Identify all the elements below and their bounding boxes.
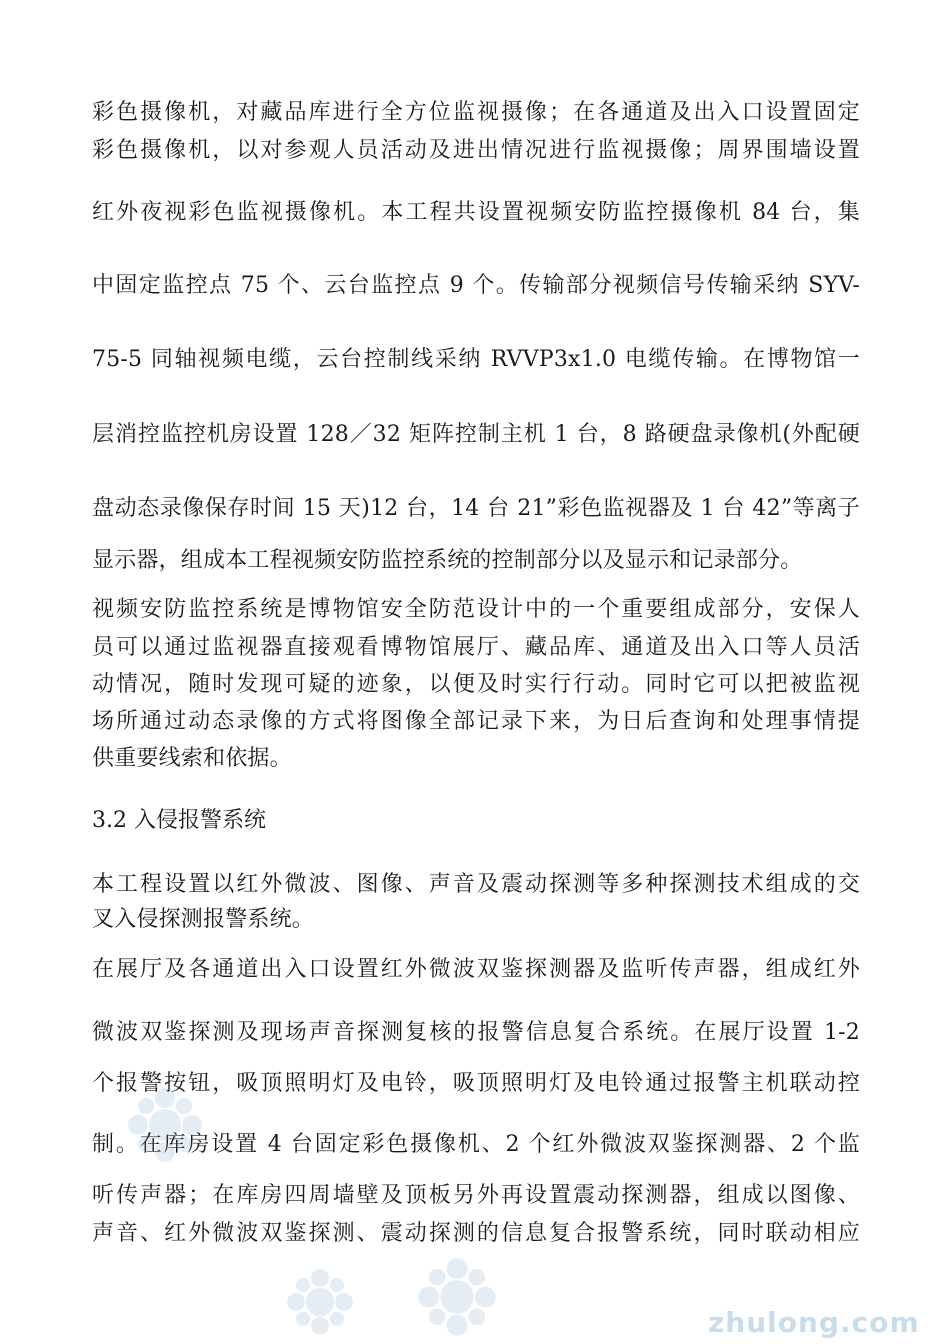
- text-line: 制。在库房设置 4 台固定彩色摄像机、2 个红外微波双鉴探测器、2 个监: [92, 1132, 860, 1157]
- watermark-snowflake-icon: [410, 1250, 504, 1344]
- text-line: 声音、红外微波双鉴探测、震动探测的信息复合报警系统，同时联动相应: [92, 1221, 860, 1246]
- text-line: 动情况，随时发现可疑的迹象，以便及时实行行动。同时它可以把被监视: [92, 672, 860, 697]
- text-line: 显示器，组成本工程视频安防监控系统的控制部分以及显示和记录部分。: [92, 548, 803, 573]
- text-line: 本工程设置以红外微波、图像、声音及震动探测等多种探测技术组成的交: [92, 872, 860, 897]
- text-line: 供重要线索和依据。: [92, 746, 292, 771]
- text-line: 叉入侵探测报警系统。: [92, 907, 315, 932]
- text-line: 个报警按钮，吸顶照明灯及电铃，吸顶照明灯及电铃通过报警主机联动控: [92, 1071, 860, 1096]
- text-line: 中固定监控点 75 个、云台监控点 9 个。传输部分视频信号传输采纳 SYV-: [92, 273, 860, 298]
- section-heading: 3.2 入侵报警系统: [92, 808, 266, 833]
- text-line: 员可以通过监视器直接观看博物馆展厅、藏品库、通道及出入口等人员活: [92, 635, 860, 660]
- watermark-snowflake-icon: [280, 1262, 360, 1342]
- text-line: 彩色摄像机，对藏品库进行全方位监视摄像；在各通道及出入口设置固定: [92, 100, 860, 125]
- text-line: 听传声器；在库房四周墙壁及顶板另外再设置震动探测器，组成以图像、: [92, 1183, 860, 1208]
- watermark-logo-text: zhulong.com: [708, 1306, 920, 1339]
- text-line: 视频安防监控系统是博物馆安全防范设计中的一个重要组成部分，安保人: [92, 597, 860, 622]
- text-line: 在展厅及各通道出入口设置红外微波双鉴探测器及监听传声器，组成红外: [92, 957, 860, 982]
- text-line: 盘动态录像保存时间 15 天)12 台，14 台 21”彩色监视器及 1 台 42”等离子: [92, 496, 860, 521]
- watermark-snowflake-icon: [120, 1080, 210, 1170]
- text-line: 层消控监控机房设置 128／32 矩阵控制主机 1 台，8 路硬盘录像机(外配硬: [92, 422, 860, 447]
- text-line: 场所通过动态录像的方式将图像全部记录下来，为日后查询和处理事情提: [92, 709, 860, 734]
- text-line: 微波双鉴探测及现场声音探测复核的报警信息复合系统。在展厅设置 1-2: [92, 1020, 860, 1045]
- text-line: 红外夜视彩色监视摄像机。本工程共设置视频安防监控摄像机 84 台，集: [92, 200, 860, 225]
- text-line: 彩色摄像机，以对参观人员活动及进出情况进行监视摄像；周界围墙设置: [92, 138, 860, 163]
- text-line: 75-5 同轴视频电缆，云台控制线采纳 RVVP3x1.0 电缆传输。在博物馆一: [92, 347, 860, 372]
